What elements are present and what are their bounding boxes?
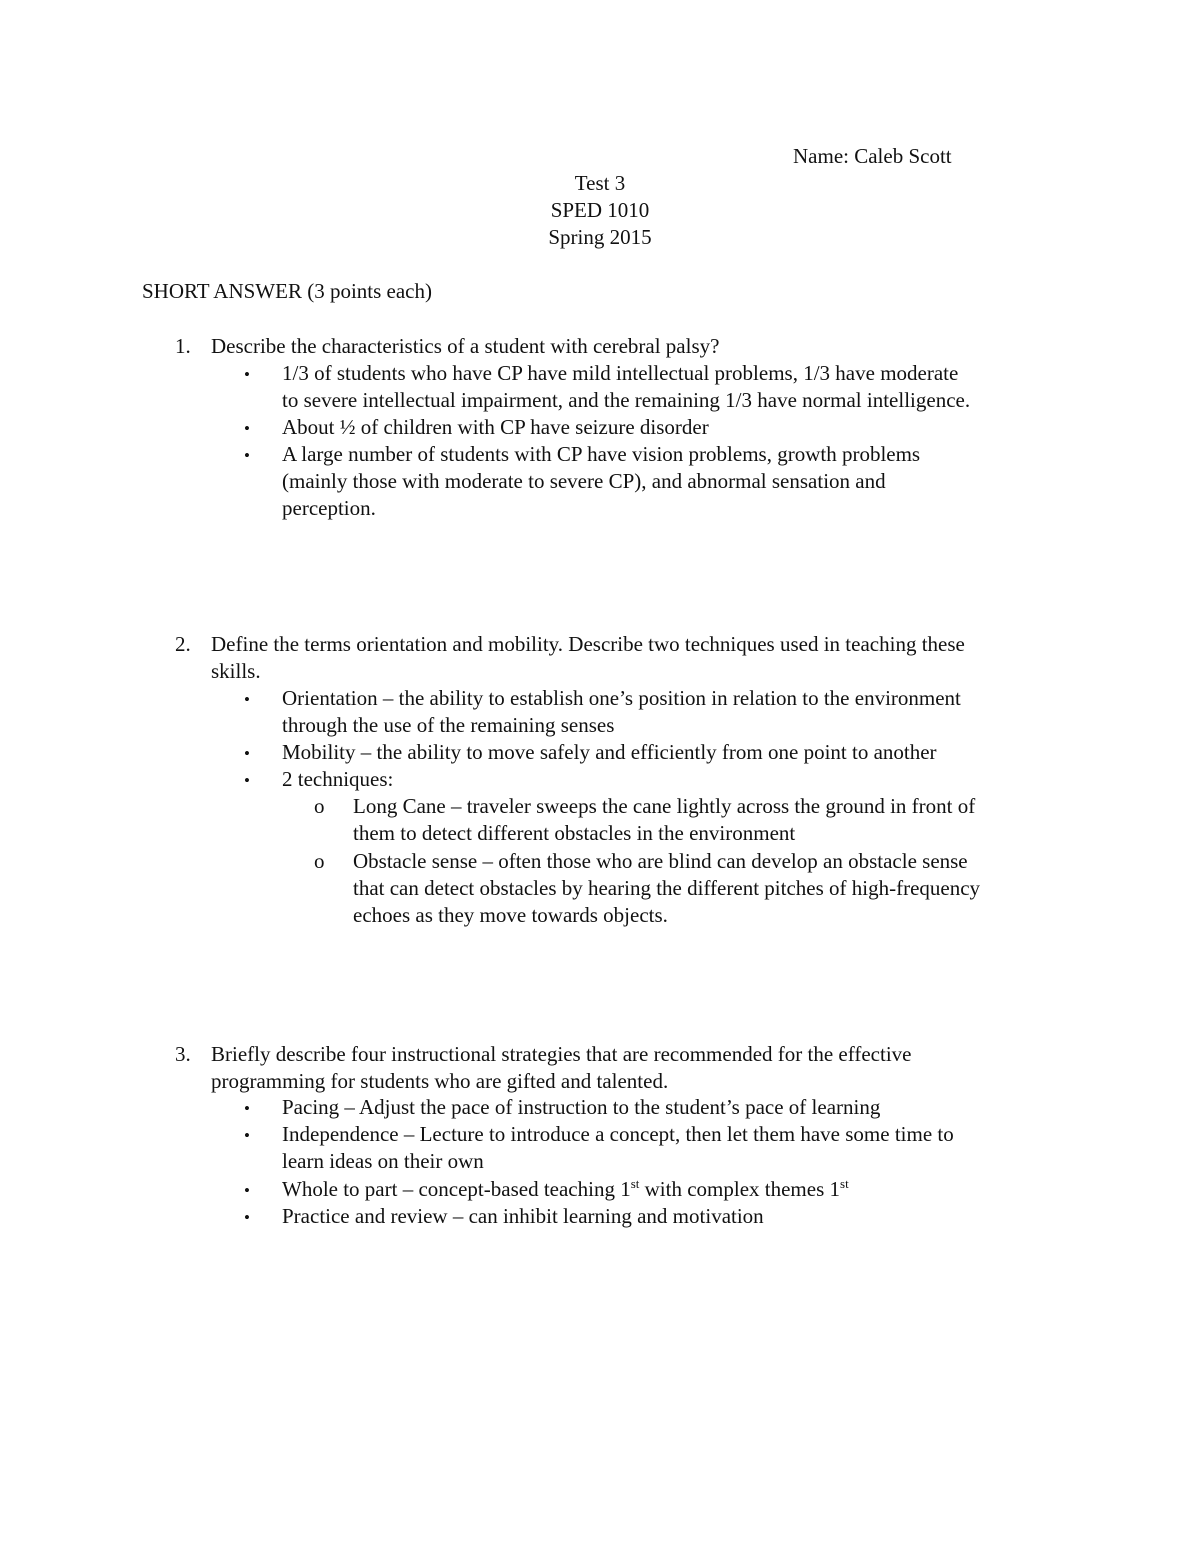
bullet-marker: • bbox=[244, 1126, 250, 1145]
question-number: 3. bbox=[175, 1042, 191, 1066]
bullet-marker: • bbox=[244, 419, 250, 438]
question-line: Define the terms orientation and mobility. Describe two techniques used in teaching these bbox=[211, 632, 965, 656]
answer-bullet bbox=[282, 1176, 1072, 1203]
answer-text: with complex themes 1 bbox=[639, 1177, 841, 1201]
bullet-marker: • bbox=[244, 771, 250, 790]
bullet-marker: • bbox=[244, 1208, 250, 1227]
answer-bullet bbox=[282, 1121, 1072, 1175]
answer-line: Orientation – the ability to establish one’s position in relation to the environment bbox=[282, 686, 961, 710]
question-text bbox=[211, 1041, 1071, 1095]
course-code: SPED 1010 bbox=[550, 198, 650, 222]
answer-bullet bbox=[282, 360, 1072, 414]
answer-line: A large number of students with CP have vision problems, growth problems bbox=[282, 442, 921, 466]
answer-line: (mainly those with moderate to severe CP), and abnormal sensation and bbox=[282, 469, 886, 493]
answer-line: echoes as they move towards objects. bbox=[353, 903, 668, 927]
answer-line: About ½ of children with CP have seizure disorder bbox=[282, 415, 709, 439]
answer-sub-bullet bbox=[353, 848, 1073, 929]
bullet-marker: • bbox=[244, 690, 250, 709]
question-line: Briefly describe four instructional strategies that are recommended for the effective bbox=[211, 1042, 912, 1066]
question-text bbox=[211, 333, 1071, 360]
answer-line: Mobility – the ability to move safely and efficiently from one point to another bbox=[282, 740, 937, 764]
answer-line: Independence – Lecture to introduce a concept, then let them have some time to bbox=[282, 1122, 954, 1146]
answer-line: to severe intellectual impairment, and the remaining 1/3 have normal intelligence. bbox=[282, 388, 971, 412]
answer-line: 1/3 of students who have CP have mild intellectual problems, 1/3 have moderate bbox=[282, 361, 959, 385]
superscript: st bbox=[840, 1176, 849, 1191]
question-line: skills. bbox=[211, 659, 261, 683]
answer-line: 2 techniques: bbox=[282, 767, 394, 791]
answer-line: that can detect obstacles by hearing the different pitches of high-frequency bbox=[353, 876, 981, 900]
question-text bbox=[211, 631, 1071, 685]
question-line: Describe the characteristics of a student with cerebral palsy? bbox=[211, 334, 720, 358]
bullet-marker: • bbox=[244, 744, 250, 763]
answer-line: learn ideas on their own bbox=[282, 1149, 484, 1173]
answer-bullet bbox=[282, 1094, 1072, 1121]
answer-line: Pacing – Adjust the pace of instruction to the student’s pace of learning bbox=[282, 1095, 881, 1119]
answer-line: Practice and review – can inhibit learning and motivation bbox=[282, 1204, 764, 1228]
question-number: 1. bbox=[175, 334, 191, 358]
bullet-marker: • bbox=[244, 1181, 250, 1200]
question-number: 2. bbox=[175, 632, 191, 656]
answer-line: Obstacle sense – often those who are blind can develop an obstacle sense bbox=[353, 849, 968, 873]
sub-bullet-marker: o bbox=[314, 794, 325, 818]
answer-line: perception. bbox=[282, 496, 376, 520]
answer-bullet bbox=[282, 739, 1072, 766]
test-title: Test 3 bbox=[574, 171, 626, 195]
answer-line bbox=[282, 1176, 1072, 1203]
answer-bullet bbox=[282, 1203, 1072, 1230]
bullet-marker: • bbox=[244, 365, 250, 384]
answer-bullet bbox=[282, 441, 1072, 522]
answer-text: Whole to part – concept-based teaching 1 bbox=[282, 1177, 631, 1201]
question-line: programming for students who are gifted and talented. bbox=[211, 1069, 669, 1093]
answer-line: through the use of the remaining senses bbox=[282, 713, 615, 737]
answer-bullet bbox=[282, 766, 1072, 793]
answer-line: them to detect different obstacles in the environment bbox=[353, 821, 796, 845]
sub-bullet-marker: o bbox=[314, 849, 325, 873]
bullet-marker: • bbox=[244, 446, 250, 465]
answer-line: Long Cane – traveler sweeps the cane lightly across the ground in front of bbox=[353, 794, 976, 818]
answer-sub-bullet bbox=[353, 793, 1073, 847]
answer-bullet bbox=[282, 414, 1072, 441]
section-heading: SHORT ANSWER (3 points each) bbox=[142, 279, 433, 303]
student-name: Name: Caleb Scott bbox=[793, 144, 952, 168]
superscript: st bbox=[630, 1176, 640, 1191]
answer-bullet bbox=[282, 685, 1072, 739]
bullet-marker: • bbox=[244, 1099, 250, 1118]
term: Spring 2015 bbox=[548, 225, 652, 249]
